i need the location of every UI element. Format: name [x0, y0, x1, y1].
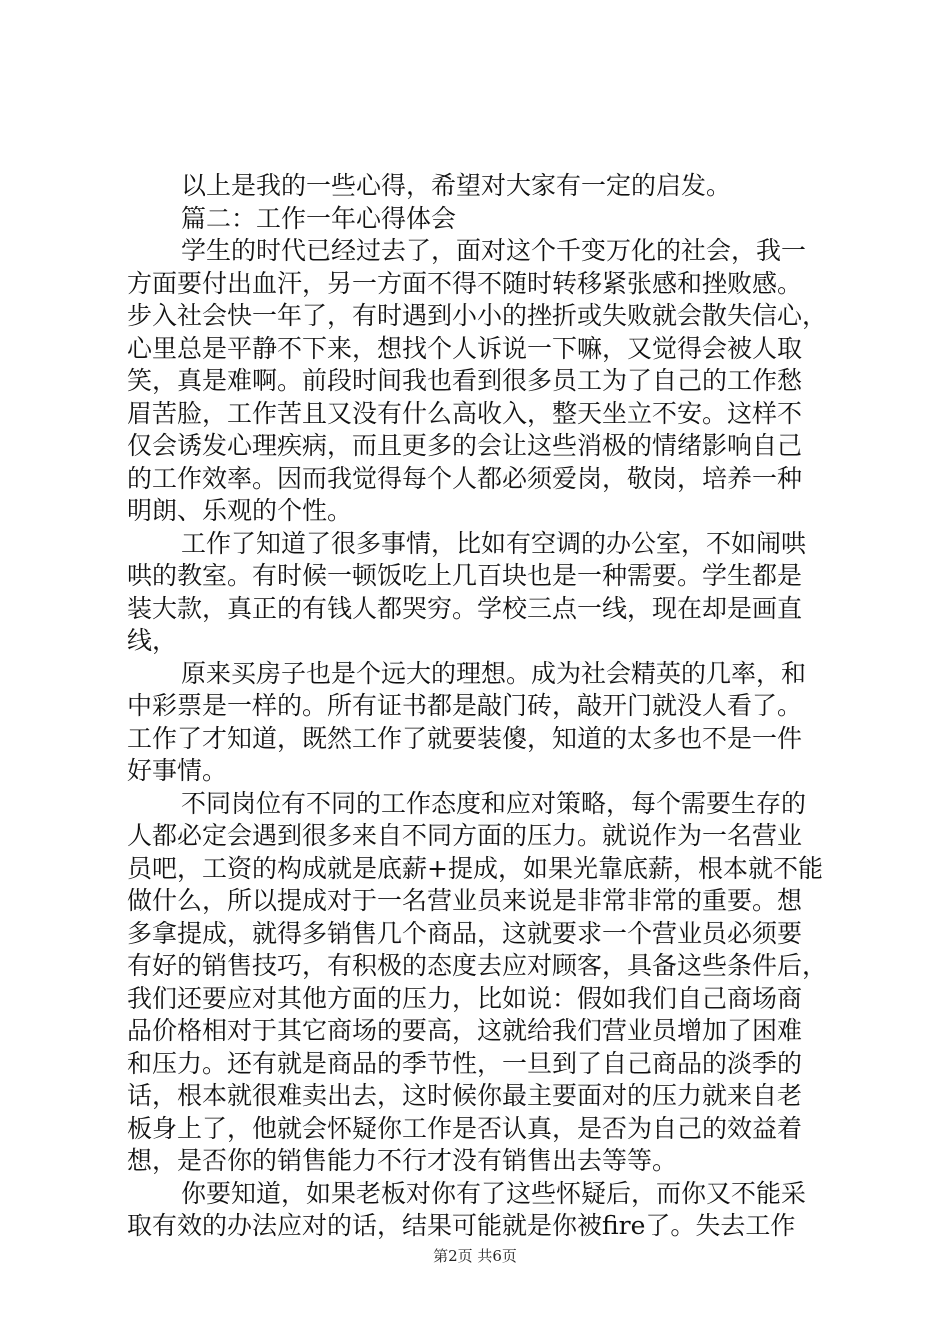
document-body [127, 170, 837, 1243]
text-line: 仅会诱发心理疾病，而且更多的会让这些消极的情绪影响自己 [127, 431, 803, 460]
text-line: 多拿提成，就得多销售几个商品，这就要求一个营业员必须要 [127, 918, 803, 948]
text-line: 笑，真是难啊。前段时间我也看到很多员工为了自己的工作愁 [127, 366, 803, 395]
text-line: 中彩票是一样的。所有证书都是敲门砖，敲开门就没人看了。 [127, 691, 803, 720]
text-line: 好事情。 [127, 756, 228, 785]
text-line: 想，是否你的销售能力不行才没有销售出去等等。 [127, 1146, 678, 1175]
text-line: 我们还要应对其他方面的压力，比如说：假如我们自己商场商 [127, 983, 803, 1013]
text-line: 取有效的办法应对的话，结果可能就是你被fire了。失去工作 [127, 1211, 796, 1240]
text-line: 人都必定会遇到很多来自不同方面的压力。就说作为一名营业 [127, 821, 803, 850]
text-line: 以上是我的一些心得，希望对大家有一定的启发。 [181, 171, 732, 200]
page-footer: 第2页 共6页 [433, 1247, 517, 1265]
text-line: 和压力。还有就是商品的季节性，一旦到了自己商品的淡季的 [127, 1048, 803, 1078]
text-line: 不同岗位有不同的工作态度和应对策略，每个需要生存的 [181, 788, 807, 818]
text-line: 员吧，工资的构成就是底薪+提成，如果光靠底薪，根本就不能 [127, 853, 823, 883]
text-line: 哄的教室。有时候一顿饭吃上几百块也是一种需要。学生都是 [127, 561, 803, 590]
text-line: 原来买房子也是个远大的理想。成为社会精英的几率，和 [181, 658, 807, 688]
text-line: 装大款，真正的有钱人都哭穷。学校三点一线，现在却是画直 [127, 593, 803, 623]
text-line: 方面要付出血汗，另一方面不得不随时转移紧张感和挫败感。 [127, 268, 803, 298]
text-line: 做什么，所以提成对于一名营业员来说是非常非常的重要。想 [127, 886, 803, 915]
text-line: 眉苦脸，工作苦且又没有什么高收入，整天坐立不安。这样不 [127, 398, 803, 428]
text-line: 工作了才知道，既然工作了就要装傻，知道的太多也不是一件 [127, 723, 803, 753]
text-line: 心里总是平静不下来，想找个人诉说一下嘛，又觉得会被人取 [127, 333, 803, 363]
text-line: 学生的时代已经过去了，面对这个千变万化的社会，我一 [181, 236, 807, 265]
text-line: 的工作效率。因而我觉得每个人都必须爱岗，敬岗，培养一种 [127, 463, 803, 493]
text-line: 你要知道，如果老板对你有了这些怀疑后，而你又不能采 [181, 1178, 807, 1208]
text-line: 板身上了，他就会怀疑你工作是否认真，是否为自己的效益着 [127, 1113, 803, 1143]
text-line: 线， [127, 626, 178, 655]
text-line: 步入社会快一年了，有时遇到小小的挫折或失败就会散失信心， [127, 301, 828, 330]
text-line: 明朗、乐观的个性。 [127, 496, 353, 525]
text-line: 工作了知道了很多事情，比如有空调的办公室，不如闹哄 [181, 528, 807, 558]
text-line: 话，根本就很难卖出去，这时候你最主要面对的压力就来自老 [127, 1081, 803, 1110]
text-line: 篇二：工作一年心得体会 [181, 203, 457, 233]
text-line: 品价格相对于其它商场的要高，这就给我们营业员增加了困难 [127, 1016, 803, 1045]
text-line: 有好的销售技巧，有积极的态度去应对顾客，具备这些条件后， [127, 951, 828, 980]
